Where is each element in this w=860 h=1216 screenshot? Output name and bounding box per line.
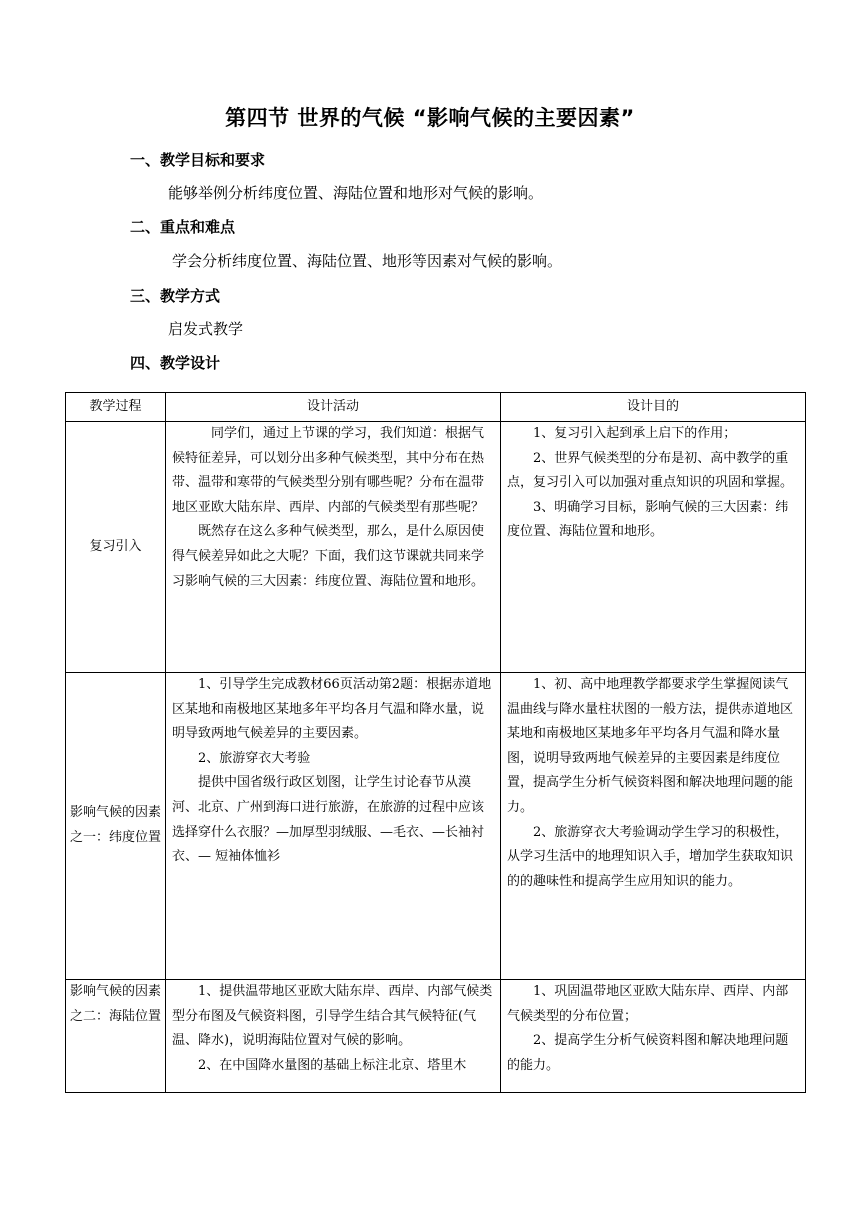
header-purpose: 设计目的 <box>501 393 806 422</box>
activity-paragraph: 提供中国省级行政区划图，让学生讨论春节从漠河、北京、广州到海口进行旅游，在旅游的过程中应该选择穿什么衣服？—加厚型羽绒服、—毛衣、—长袖衬衣、— 短袖体恤衫 <box>172 775 485 865</box>
header-activity: 设计活动 <box>166 393 501 422</box>
row-purpose <box>501 673 806 980</box>
row-process: 复习引入 <box>66 422 166 673</box>
activity-paragraph: 同学们，通过上节课的学习，我们知道：根据气候特征差异，可以划分出多种气候类型，其中分布在热带、温带和寒带的气候类型分别有哪些呢？分布在温带地区亚欧大陆东岸、西岸、内部的气候类型有那些呢？ <box>172 426 485 515</box>
section-heading-goals: 一、教学目标和要求 <box>130 151 266 169</box>
section-text-method: 启发式教学 <box>168 320 244 338</box>
purpose-paragraph: 1、复习引入起到承上启下的作用； <box>533 426 737 441</box>
activity-paragraph: 2、在中国降水量图的基础上标注北京、塔里木 <box>198 1057 467 1073</box>
activity-paragraph: 1、提供温带地区亚欧大陆东岸、西岸、内部气候类型分布图及气候资料图，引导学生结合其气候特征(气温、降水)，说明海陆位置对气候的影响。 <box>172 984 493 1049</box>
row-activity <box>166 673 501 980</box>
row-process: 影响气候的因素之一：纬度位置 <box>66 673 166 980</box>
purpose-paragraph: 2、旅游穿衣大考验调动学生学习的积极性，从学习生活中的地理知识入手，增加学生获取知识的的趣味性和提高学生应用知识的能力。 <box>507 824 794 889</box>
activity-paragraph: 1、引导学生完成教材66页活动第2题：根据赤道地区某地和南极地区某地多年平均各月气温和降水量，说明导致两地气候差异的主要因素。 <box>172 677 492 742</box>
table-header-row <box>66 393 806 422</box>
section-text-goals: 能够举例分析纬度位置、海陆位置和地形对气候的影响。 <box>168 184 544 202</box>
row-process: 影响气候的因素之二：海陆位置 <box>66 980 166 1093</box>
row-activity <box>166 422 501 673</box>
row-activity <box>166 980 501 1093</box>
purpose-paragraph: 2、提高学生分析气候资料图和解决地理问题的能力。 <box>507 1033 789 1073</box>
purpose-paragraph: 1、巩固温带地区亚欧大陆东岸、西岸、内部气候类型的分布位置； <box>507 984 789 1024</box>
section-heading-design: 四、教学设计 <box>130 354 221 372</box>
table-row <box>66 673 806 980</box>
table-row <box>66 980 806 1093</box>
purpose-paragraph: 3、明确学习目标，影响气候的三大因素：纬度位置、海陆位置和地形。 <box>507 499 789 540</box>
header-process: 教学过程 <box>66 393 166 422</box>
section-heading-key-points: 二、重点和难点 <box>130 218 236 236</box>
activity-paragraph: 既然存在这么多种气候类型，那么，是什么原因使得气候差异如此之大呢？下面，我们这节课就共同来学习影响气候的三大因素：纬度位置、海陆位置和地形。 <box>172 524 485 589</box>
section-text-key-points: 学会分析纬度位置、海陆位置、地形等因素对气候的影响。 <box>172 252 563 270</box>
page-title: 第四节 世界的气候 “影响气候的主要因素” <box>225 106 635 130</box>
row-purpose <box>501 422 806 673</box>
purpose-paragraph: 2、世界气候类型的分布是初、高中教学的重点，复习引入可以加强对重点知识的巩固和掌握。 <box>507 450 794 491</box>
activity-paragraph: 2、旅游穿衣大考验 <box>198 750 311 766</box>
teaching-design-table <box>65 392 806 1093</box>
section-heading-method: 三、教学方式 <box>130 287 221 305</box>
purpose-paragraph: 1、初、高中地理教学都要求学生掌握阅读气温曲线与降水量柱状图的一般方法，提供赤道地区某地和南极地区某地多年平均各月气温和降水量图，说明导致两地气候差异的主要因素是纬度位置，提高学生分析气候资料图和解决地理问题的能力。 <box>507 677 794 815</box>
table-row <box>66 422 806 673</box>
row-purpose <box>501 980 806 1093</box>
